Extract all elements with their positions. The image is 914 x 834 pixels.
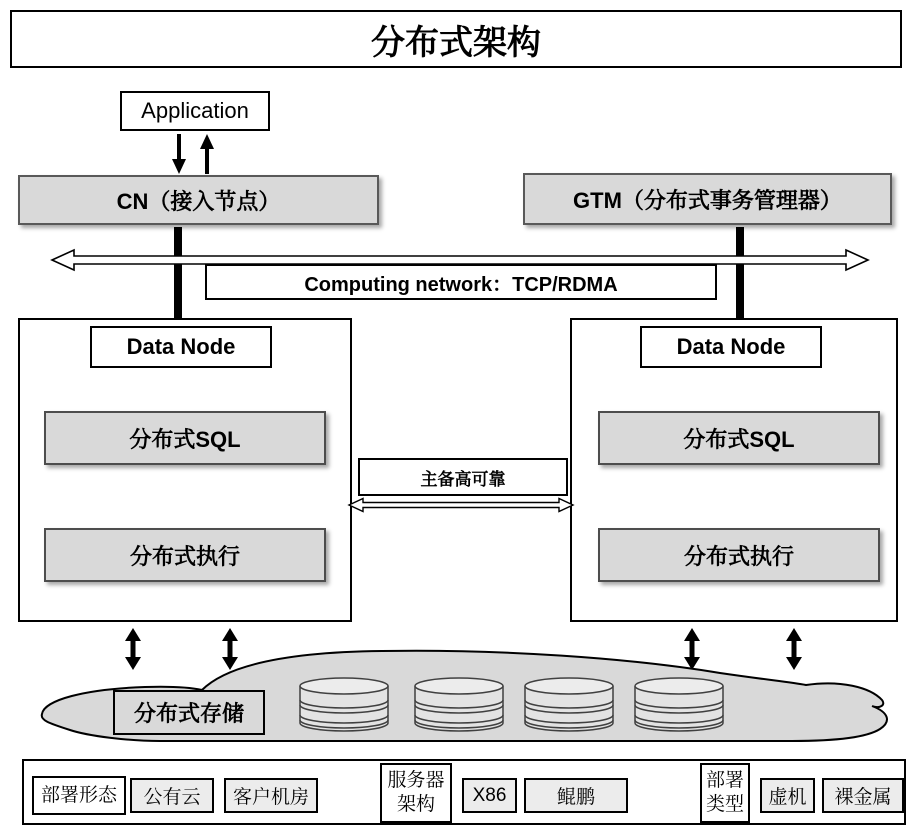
gtm-node-box: GTM（分布式事务管理器） — [523, 173, 892, 225]
deploy-type-option-bare-metal: 裸金属 — [822, 778, 904, 813]
data-node-right-container — [570, 318, 898, 622]
diagram-title: 分布式架构 — [10, 10, 902, 68]
server-arch-option-x86: X86 — [462, 778, 517, 813]
network-label: Computing network：TCP/RDMA — [205, 264, 717, 300]
data-node-left-container — [18, 318, 352, 622]
deploy-form-option-public-cloud: 公有云 — [130, 778, 214, 813]
distributed-exec-box-right: 分布式执行 — [598, 528, 880, 582]
deploy-form-category: 部署形态 — [32, 776, 126, 815]
deploy-type-category: 部署类型 — [700, 763, 750, 823]
deploy-type-option-vm: 虚机 — [760, 778, 815, 813]
deploy-form-option-customer-room: 客户机房 — [224, 778, 318, 813]
distributed-exec-box-left: 分布式执行 — [44, 528, 326, 582]
distributed-storage-box: 分布式存储 — [113, 690, 265, 735]
arrow-down-icon — [170, 134, 188, 174]
application-box: Application — [120, 91, 270, 131]
distributed-sql-box-right: 分布式SQL — [598, 411, 880, 465]
arrow-up-icon — [198, 134, 216, 174]
ha-double-arrow-icon — [347, 497, 575, 513]
ha-label-box: 主备高可靠 — [358, 458, 568, 496]
server-arch-option-kunpeng: 鲲鹏 — [524, 778, 628, 813]
data-node-left-title: Data Node — [90, 326, 272, 368]
distributed-sql-box-left: 分布式SQL — [44, 411, 326, 465]
server-arch-category: 服务器架构 — [380, 763, 452, 823]
data-node-right-title: Data Node — [640, 326, 822, 368]
cn-node-box: CN（接入节点） — [18, 175, 379, 225]
deployment-footer — [22, 759, 906, 825]
